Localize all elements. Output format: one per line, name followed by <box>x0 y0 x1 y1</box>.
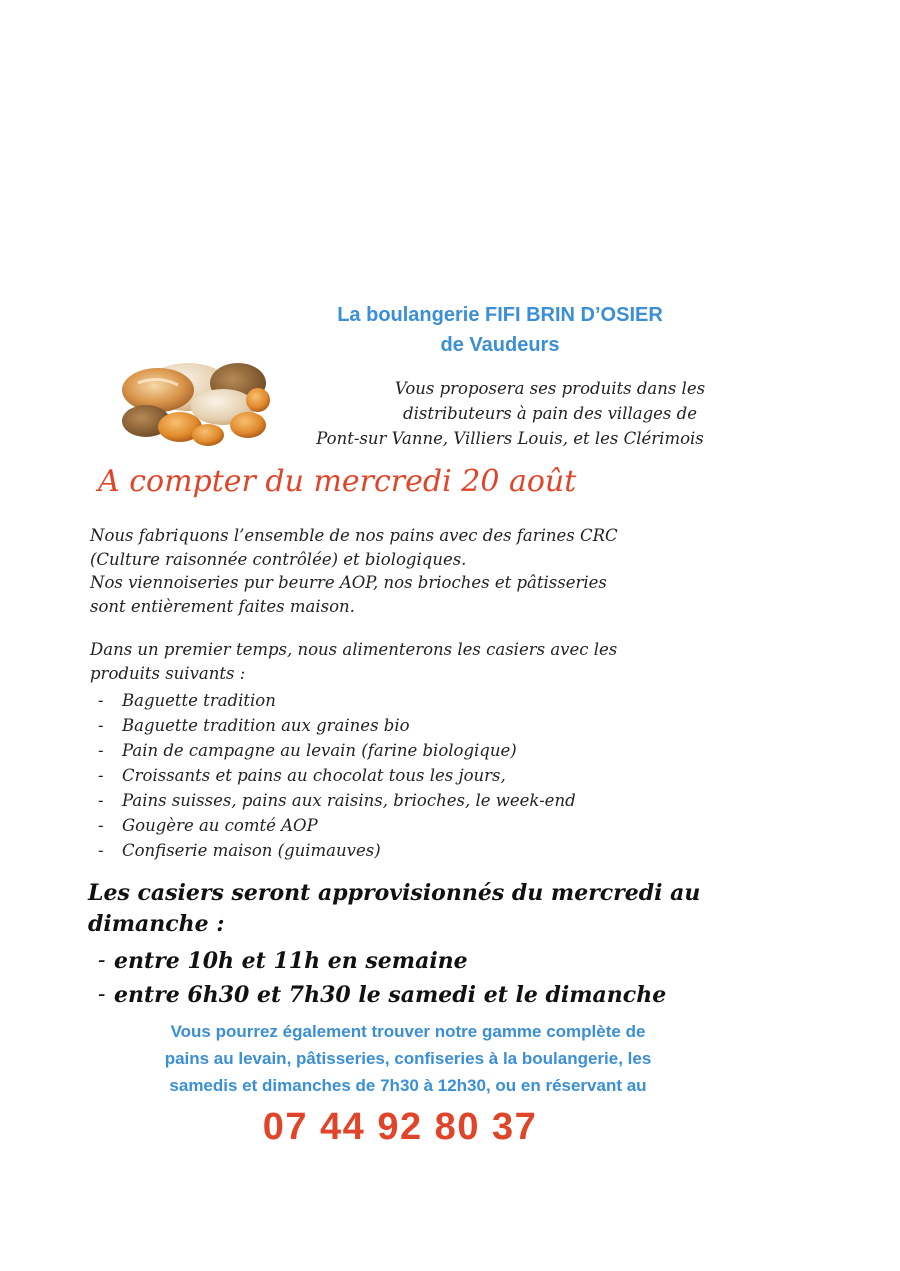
products-intro-paragraph <box>90 638 730 685</box>
schedule-item: entre 6h30 et 7h30 le samedi et le dimanche <box>114 982 667 1008</box>
list-item <box>88 978 728 1012</box>
footer-line: Vous pourrez également trouver notre gamme complète de <box>170 1022 646 1041</box>
product-label: Baguette tradition aux graines bio <box>122 716 410 735</box>
list-item <box>98 813 576 838</box>
intro-line: distributeurs à pain des villages de <box>403 404 697 423</box>
product-label: Pains suisses, pains aux raisins, brioches, le week-end <box>122 791 576 810</box>
intro-line: Pont-sur Vanne, Villiers Louis, et les Clérimois <box>316 429 704 448</box>
bullet-dash: - <box>98 766 104 785</box>
footer-line: pains au levain, pâtisseries, confiseries à la boulangerie, les <box>164 1049 652 1068</box>
list-item <box>98 713 576 738</box>
bullet-dash: - <box>98 982 106 1007</box>
bakery-title-line1: La boulangerie FIFI BRIN D’OSIER <box>337 304 663 326</box>
schedule-heading-line: Les casiers seront approvisionnés du mercredi au <box>88 880 701 906</box>
list-item <box>98 738 576 763</box>
bullet-dash: - <box>98 741 104 760</box>
list-item <box>88 944 728 978</box>
bullet-dash: - <box>98 948 106 973</box>
paragraph-line: Nous fabriquons l’ensemble de nos pains avec des farines CRC <box>90 526 618 545</box>
product-list <box>98 688 576 863</box>
schedule-item: entre 10h et 11h en semaine <box>114 948 468 974</box>
product-label: Pain de campagne au levain (farine biologique) <box>122 741 517 760</box>
product-label: Baguette tradition <box>122 691 276 710</box>
intro-text <box>220 376 800 451</box>
paragraph-line: produits suivants : <box>90 663 246 683</box>
phone-number: 07 44 92 80 37 <box>262 1106 538 1148</box>
paragraph-line: Dans un premier temps, nous alimenterons les casiers avec les <box>90 640 618 659</box>
delivery-schedule <box>88 878 728 1012</box>
footer-line: samedis et dimanches de 7h30 à 12h30, ou en réservant au <box>169 1076 647 1095</box>
bullet-dash: - <box>98 841 104 860</box>
paragraph-line: sont entièrement faites maison. <box>90 596 355 616</box>
product-label: Gougère au comté AOP <box>122 816 318 835</box>
list-item <box>98 788 576 813</box>
product-label: Confiserie maison (guimauves) <box>122 841 381 860</box>
intro-line: Vous proposera ses produits dans les <box>394 379 706 398</box>
paragraph-line: Nos viennoiseries pur beurre AOP, nos brioches et pâtisseries <box>90 573 607 592</box>
start-date-headline: A compter du mercredi 20 août <box>98 464 577 499</box>
schedule-heading-line: dimanche : <box>88 911 225 937</box>
paragraph-line: (Culture raisonnée contrôlée) et biologiques. <box>90 549 467 569</box>
bullet-dash: - <box>98 816 104 835</box>
bullet-dash: - <box>98 716 104 735</box>
ingredients-paragraph <box>90 524 730 618</box>
bullet-dash: - <box>98 791 104 810</box>
shop-hours-text <box>88 1018 728 1099</box>
bakery-title-line2: de Vaudeurs <box>440 334 560 356</box>
bullet-dash: - <box>98 691 104 710</box>
list-item <box>98 838 576 863</box>
product-label: Croissants et pains au chocolat tous les jours, <box>122 766 506 785</box>
list-item <box>98 763 576 788</box>
list-item <box>98 688 576 713</box>
schedule-list <box>88 944 728 1012</box>
